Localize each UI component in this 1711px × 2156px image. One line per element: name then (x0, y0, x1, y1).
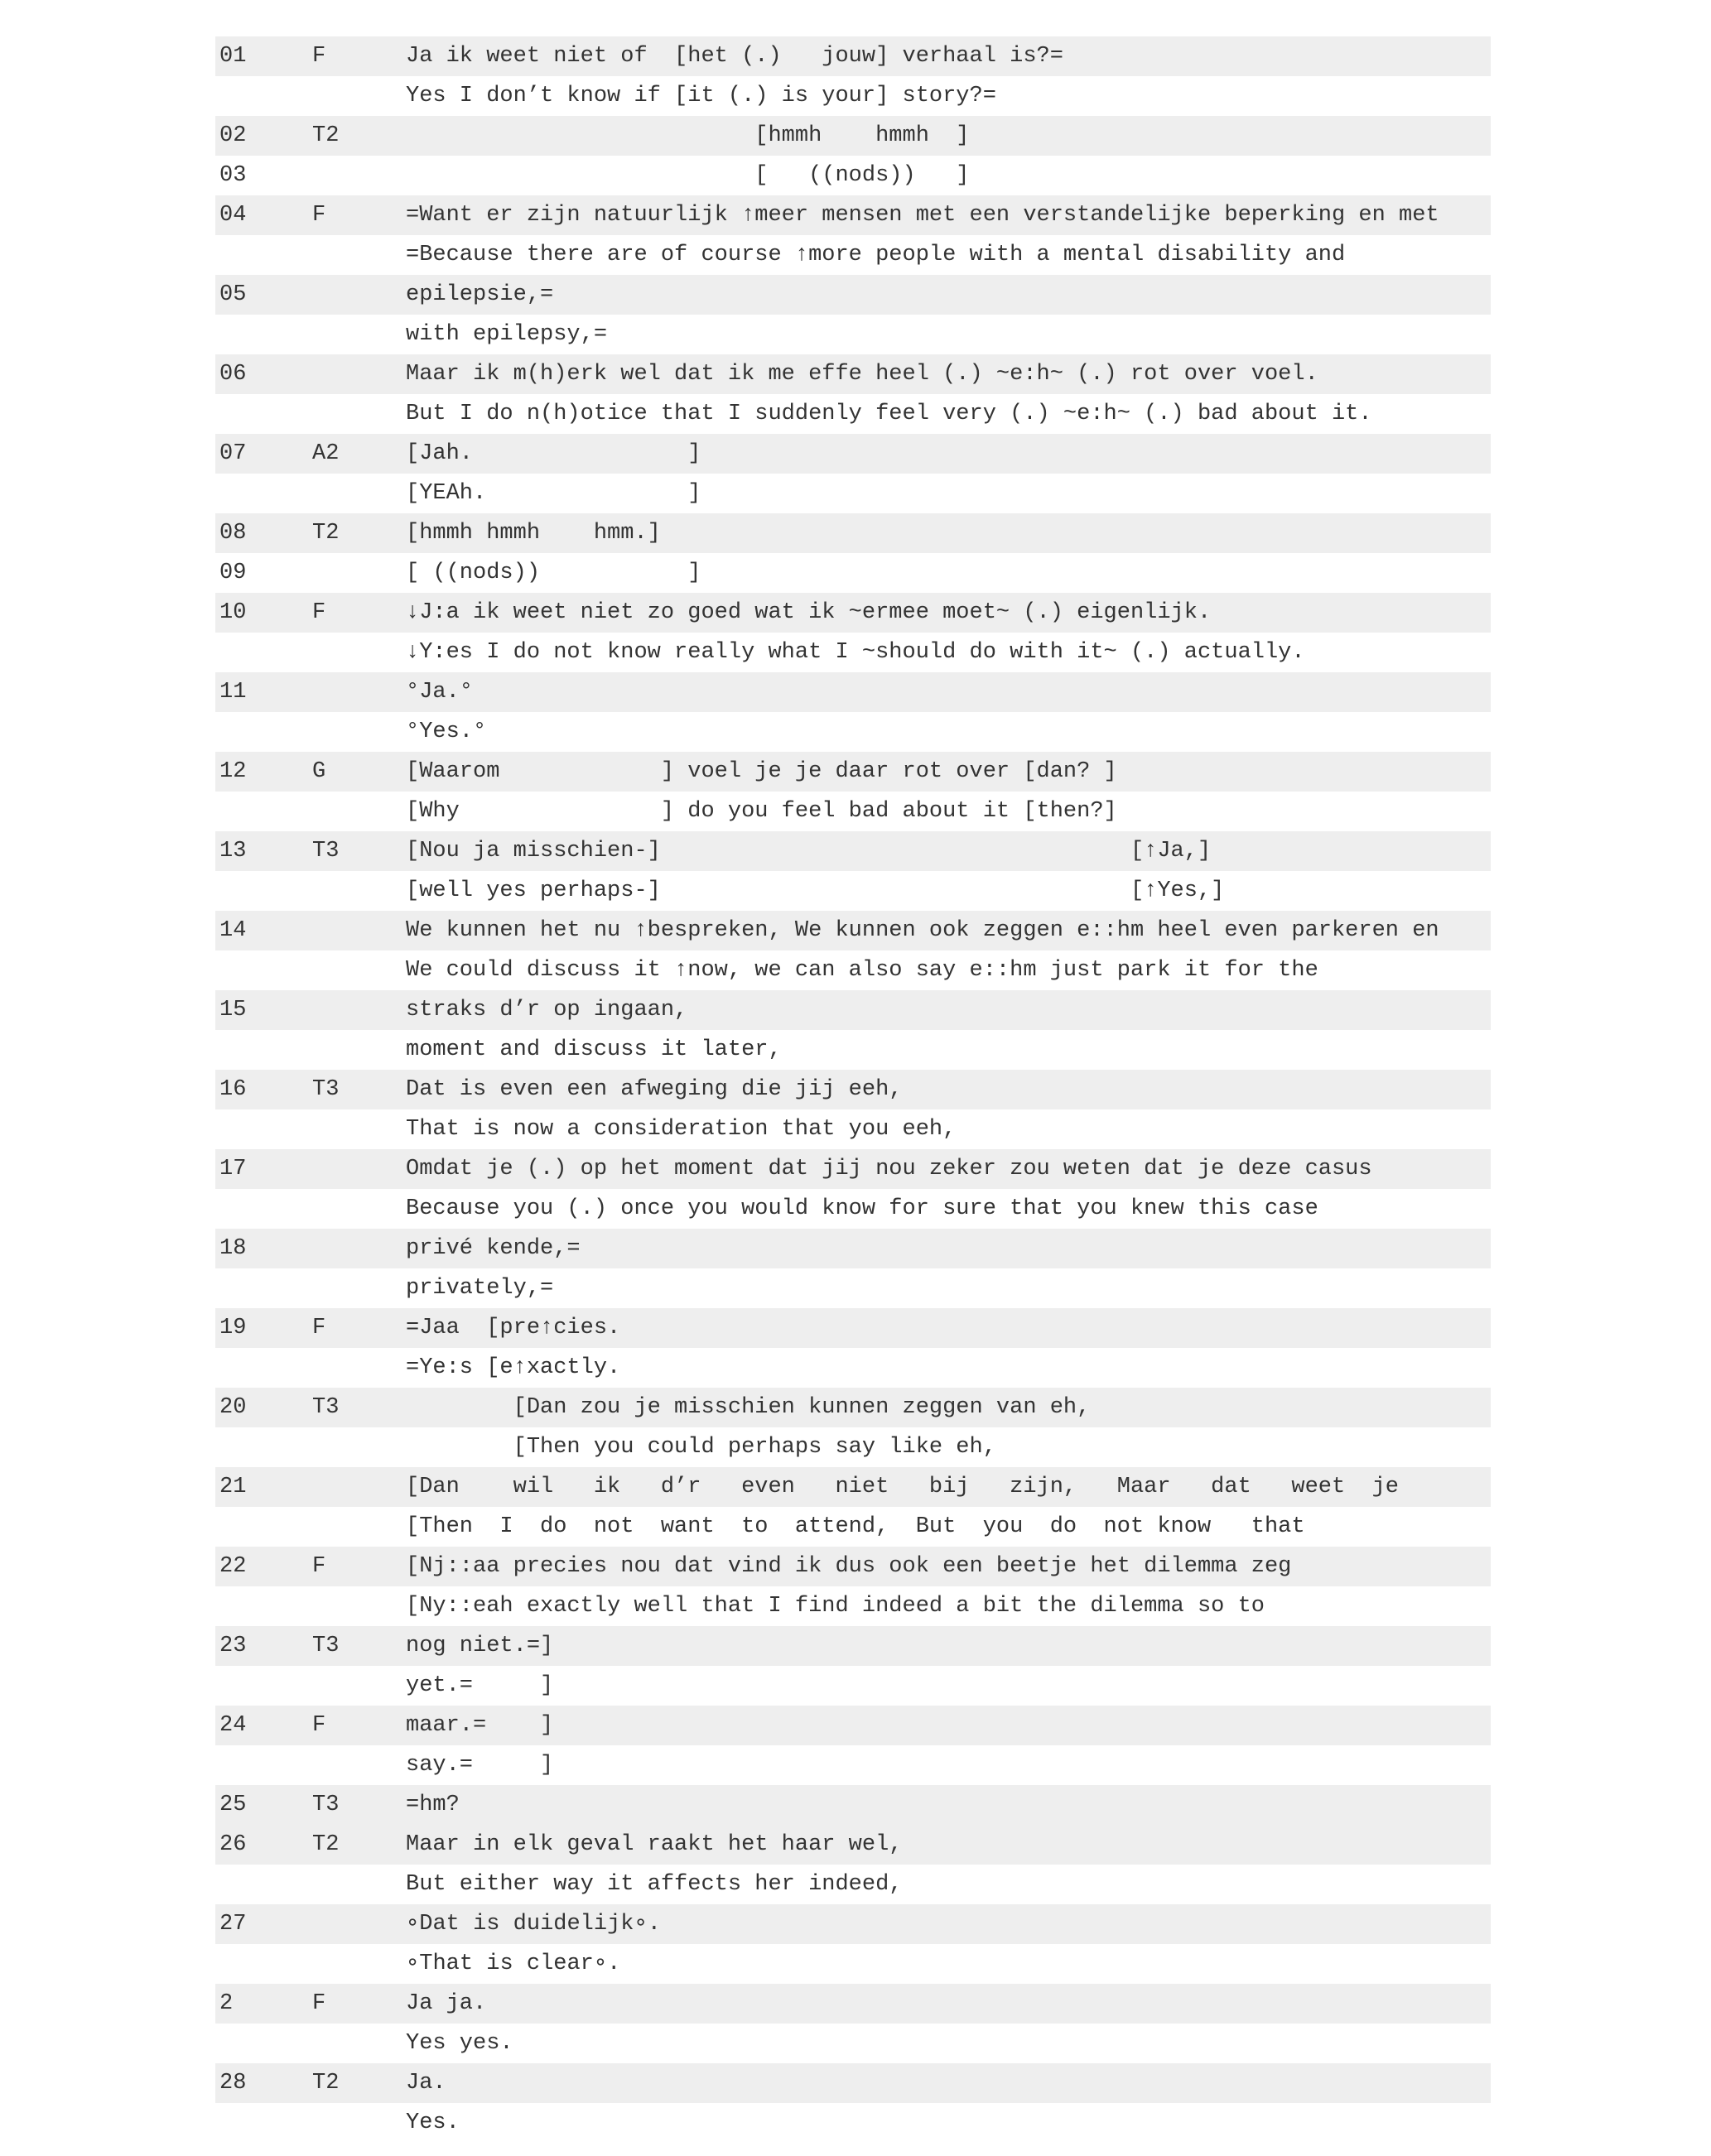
utterance-text: But either way it affects her indeed, (406, 1872, 903, 1897)
line-number: 10 (219, 600, 247, 625)
utterance-text: Dat is even een afweging die jij eeh, (406, 1077, 903, 1102)
speaker-label: T3 (312, 1793, 340, 1817)
speaker-label: F (312, 1554, 326, 1579)
speaker-label: T3 (312, 839, 340, 864)
line-number: 06 (219, 362, 247, 387)
utterance-text: =hm? (406, 1793, 460, 1817)
transcript-row (215, 1308, 1491, 1348)
utterance-text: =Because there are of course ↑more people with a mental disability and (406, 243, 1346, 267)
transcript-row (215, 792, 1491, 831)
line-number: 16 (219, 1077, 247, 1102)
line-number: 23 (219, 1634, 247, 1658)
utterance-text: with epilepsy,= (406, 322, 608, 347)
utterance-text: °Yes.° (406, 719, 487, 744)
line-number: 15 (219, 998, 247, 1023)
utterance-text: [YEAh. ] (406, 481, 701, 506)
utterance-text: Maar in elk geval raakt het haar wel, (406, 1832, 903, 1857)
speaker-label: T2 (312, 2071, 340, 2096)
utterance-text: say.= ] (406, 1753, 554, 1778)
line-number: 04 (219, 203, 247, 228)
utterance-text: [Then I do not want to attend, But you do not know that (406, 1514, 1305, 1539)
transcript-row (215, 1984, 1491, 2024)
line-number: 09 (219, 561, 247, 585)
transcript-row (215, 831, 1491, 871)
utterance-text: Ja ik weet niet of [het (.) jouw] verhaal is?= (406, 44, 1063, 69)
transcript-row (215, 990, 1491, 1030)
transcript-row (215, 593, 1491, 633)
transcript-row (215, 1745, 1491, 1785)
transcript-row (215, 394, 1491, 434)
utterance-text: But I do n(h)otice that I suddenly feel very (.) ~e:h~ (.) bad about it. (406, 402, 1372, 426)
transcript-row (215, 1785, 1491, 1825)
transcript-row (215, 911, 1491, 950)
transcript-table (215, 36, 1491, 2143)
utterance-text: [Ny::eah exactly well that I find indeed a bit the dilemma so to (406, 1594, 1265, 1619)
transcript-row (215, 315, 1491, 354)
speaker-label: F (312, 44, 326, 69)
speaker-label: F (312, 1316, 326, 1340)
line-number: 11 (219, 680, 247, 705)
utterance-text: [ ((nods)) ] (406, 163, 970, 188)
utterance-text: [Why ] do you feel bad about it [then?] (406, 799, 1117, 824)
transcript-row (215, 156, 1491, 195)
line-number: 01 (219, 44, 247, 69)
transcript-row (215, 712, 1491, 752)
utterance-text: ↓Y:es I do not know really what I ~should do with it~ (.) actually. (406, 640, 1305, 665)
utterance-text: [hmmh hmmh ] (406, 123, 970, 148)
line-number: 14 (219, 918, 247, 943)
line-number: 2 (219, 1991, 234, 2016)
transcript-row (215, 1626, 1491, 1666)
speaker-label: T2 (312, 123, 340, 148)
utterance-text: ↓J:a ik weet niet zo goed wat ik ~ermee moet~ (.) eigenlijk. (406, 600, 1212, 625)
utterance-text: [Dan wil ik d’r even niet bij zijn, Maar dat weet je (406, 1475, 1399, 1499)
transcript-row (215, 1189, 1491, 1229)
utterance-text: Ja. (406, 2071, 446, 2096)
utterance-text: epilepsie,= (406, 282, 554, 307)
speaker-label: F (312, 600, 326, 625)
transcript-row (215, 672, 1491, 712)
transcript-row (215, 633, 1491, 672)
transcript-row (215, 2063, 1491, 2103)
transcript-row (215, 1507, 1491, 1547)
line-number: 28 (219, 2071, 247, 2096)
speaker-label: T3 (312, 1395, 340, 1420)
transcript-row (215, 1944, 1491, 1984)
utterance-text: [Dan zou je misschien kunnen zeggen van eh, (406, 1395, 1091, 1420)
line-number: 07 (219, 441, 247, 466)
line-number: 26 (219, 1832, 247, 1857)
utterance-text: [Nj::aa precies nou dat vind ik dus ook een beetje het dilemma zeg (406, 1554, 1292, 1579)
transcript-row (215, 1388, 1491, 1427)
utterance-text: We could discuss it ↑now, we can also say e::hm just park it for the (406, 958, 1318, 983)
line-number: 20 (219, 1395, 247, 1420)
utterance-text: =Ye:s [e↑xactly. (406, 1355, 621, 1380)
line-number: 17 (219, 1157, 247, 1181)
transcript-row (215, 1149, 1491, 1189)
utterance-text: ∘That is clear∘. (406, 1951, 621, 1976)
transcript-row (215, 1825, 1491, 1865)
transcript-row (215, 195, 1491, 235)
utterance-text: yet.= ] (406, 1673, 554, 1698)
transcript-row (215, 553, 1491, 593)
utterance-text: [ ((nods)) ] (406, 561, 701, 585)
utterance-text: =Jaa [pre↑cies. (406, 1316, 621, 1340)
utterance-text: We kunnen het nu ↑bespreken, We kunnen ook zeggen e::hm heel even parkeren en (406, 918, 1439, 943)
speaker-label: F (312, 1991, 326, 2016)
transcript-row (215, 1865, 1491, 1904)
line-number: 18 (219, 1236, 247, 1261)
utterance-text: [Jah. ] (406, 441, 701, 466)
line-number: 05 (219, 282, 247, 307)
transcript-row (215, 1109, 1491, 1149)
speaker-label: G (312, 759, 326, 784)
line-number: 25 (219, 1793, 247, 1817)
utterance-text: moment and discuss it later, (406, 1037, 782, 1062)
utterance-text: That is now a consideration that you eeh, (406, 1117, 957, 1142)
utterance-text: Maar ik m(h)erk wel dat ik me effe heel (.) ~e:h~ (.) rot over voel. (406, 362, 1318, 387)
line-number: 22 (219, 1554, 247, 1579)
transcript-row (215, 434, 1491, 474)
transcript-row (215, 275, 1491, 315)
utterance-text: °Ja.° (406, 680, 474, 705)
line-number: 19 (219, 1316, 247, 1340)
transcript-row (215, 1666, 1491, 1706)
utterance-text: [Waarom ] voel je je daar rot over [dan? ] (406, 759, 1117, 784)
transcript-row (215, 1467, 1491, 1507)
utterance-text: nog niet.=] (406, 1634, 554, 1658)
transcript-row (215, 2103, 1491, 2143)
utterance-text: [hmmh hmmh hmm.] (406, 521, 661, 546)
line-number: 12 (219, 759, 247, 784)
speaker-label: A2 (312, 441, 340, 466)
line-number: 02 (219, 123, 247, 148)
utterance-text: straks d’r op ingaan, (406, 998, 688, 1023)
utterance-text: Yes I don’t know if [it (.) is your] story?= (406, 84, 996, 108)
transcript-row (215, 1268, 1491, 1308)
transcript-row (215, 1904, 1491, 1944)
utterance-text: maar.= ] (406, 1713, 554, 1738)
transcript-row (215, 1348, 1491, 1388)
transcript-row (215, 752, 1491, 792)
transcript-row (215, 36, 1491, 76)
line-number: 13 (219, 839, 247, 864)
transcript-row (215, 1427, 1491, 1467)
utterance-text: Omdat je (.) op het moment dat jij nou zeker zou weten dat je deze casus (406, 1157, 1372, 1181)
transcript-row (215, 1030, 1491, 1070)
speaker-label: F (312, 203, 326, 228)
transcript-row (215, 235, 1491, 275)
transcript-row (215, 1070, 1491, 1109)
speaker-label: T2 (312, 521, 340, 546)
utterance-text: ∘Dat is duidelijk∘. (406, 1912, 661, 1937)
transcript-row (215, 1706, 1491, 1745)
utterance-text: privately,= (406, 1276, 554, 1301)
speaker-label: T3 (312, 1634, 340, 1658)
utterance-text: Ja ja. (406, 1991, 487, 2016)
transcript-row (215, 1586, 1491, 1626)
utterance-text: [Then you could perhaps say like eh, (406, 1435, 996, 1460)
utterance-text: Yes. (406, 2110, 460, 2135)
utterance-text: Yes yes. (406, 2031, 513, 2056)
line-number: 24 (219, 1713, 247, 1738)
transcript-row (215, 354, 1491, 394)
speaker-label: F (312, 1713, 326, 1738)
line-number: 27 (219, 1912, 247, 1937)
utterance-text: [Nou ja misschien-] [↑Ja,] (406, 839, 1212, 864)
transcript-row (215, 513, 1491, 553)
utterance-text: privé kende,= (406, 1236, 581, 1261)
line-number: 03 (219, 163, 247, 188)
speaker-label: T3 (312, 1077, 340, 1102)
utterance-text: [well yes perhaps-] [↑Yes,] (406, 878, 1225, 903)
transcript-row (215, 116, 1491, 156)
utterance-text: Because you (.) once you would know for sure that you knew this case (406, 1196, 1318, 1221)
transcript-row (215, 2024, 1491, 2063)
transcript-row (215, 474, 1491, 513)
line-number: 08 (219, 521, 247, 546)
transcript-row (215, 1229, 1491, 1268)
transcript-row (215, 950, 1491, 990)
transcript-row (215, 871, 1491, 911)
transcript-row (215, 76, 1491, 116)
transcript-row (215, 1547, 1491, 1586)
utterance-text: =Want er zijn natuurlijk ↑meer mensen met een verstandelijke beperking en met (406, 203, 1439, 228)
line-number: 21 (219, 1475, 247, 1499)
speaker-label: T2 (312, 1832, 340, 1857)
